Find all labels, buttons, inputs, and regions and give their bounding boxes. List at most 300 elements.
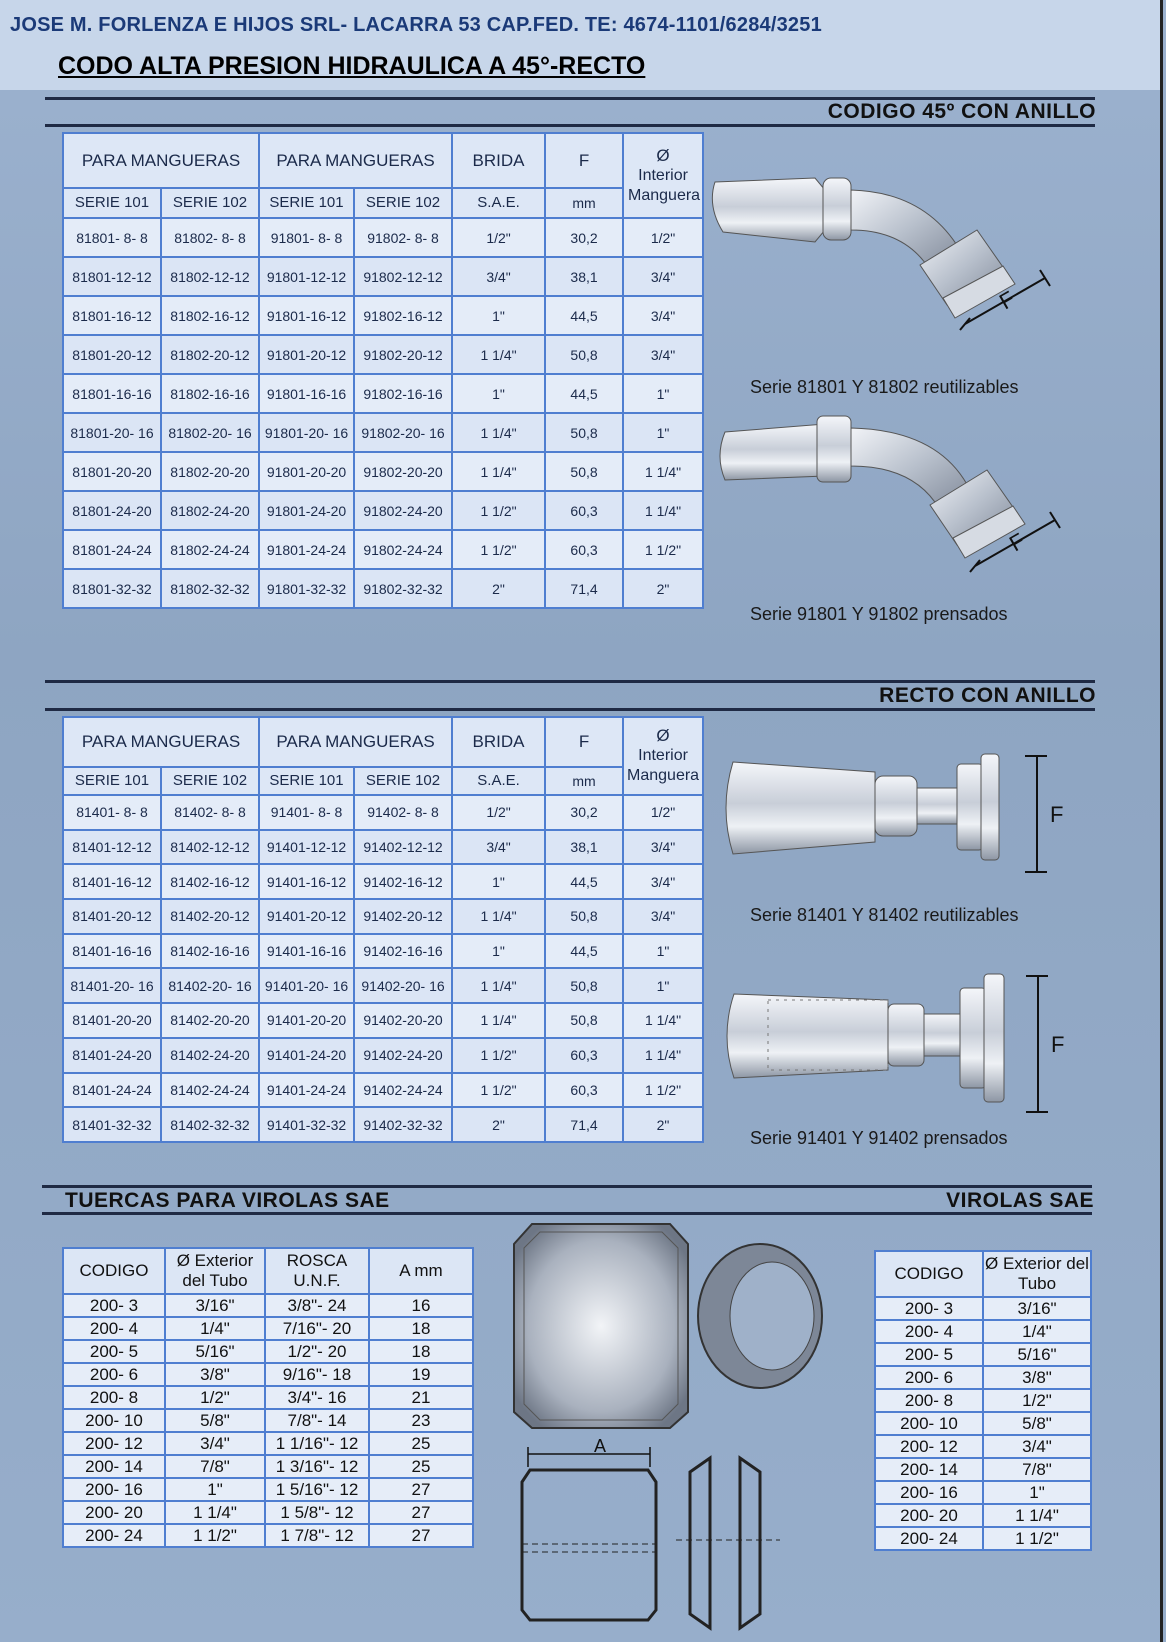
- table-cell: 1 1/2": [452, 491, 545, 530]
- table-cell: 3/8"- 24: [265, 1294, 369, 1317]
- header-serie102: SERIE 102: [354, 188, 452, 218]
- table-cell: 81401-24-20: [63, 1038, 161, 1073]
- table-cell: 81802-12-12: [161, 257, 259, 296]
- table-row: [63, 257, 703, 296]
- header-codigo: CODIGO: [63, 1248, 165, 1294]
- table-row: [63, 830, 703, 865]
- table-cell: 81801-20-20: [63, 452, 161, 491]
- table-row: [63, 1455, 473, 1478]
- table-row: [63, 1432, 473, 1455]
- table-row: [63, 491, 703, 530]
- table-cell: 1 1/4": [623, 1038, 703, 1073]
- table-row: [63, 569, 703, 608]
- section-rule-bottom: [42, 1212, 1092, 1215]
- table-cell: 200- 10: [875, 1412, 983, 1435]
- table-cell: 81401-12-12: [63, 830, 161, 865]
- table-cell: 3/4": [623, 830, 703, 865]
- section-rule-top: [42, 1185, 1092, 1188]
- table-cell: 38,1: [545, 257, 623, 296]
- dimension-f-label: F: [1050, 802, 1064, 827]
- header-brida: BRIDA: [452, 133, 545, 188]
- table-cell: 27: [369, 1501, 473, 1524]
- table-cell: 91802-16-16: [354, 374, 452, 413]
- table-cell: 3/4": [623, 864, 703, 899]
- ferrules-table: [874, 1250, 1092, 1551]
- table-cell: 50,8: [545, 1003, 623, 1038]
- crimp-collar: [888, 1004, 924, 1066]
- table-cell: 1 1/4": [452, 335, 545, 374]
- table-cell: 81402-20-20: [161, 1003, 259, 1038]
- table-cell: 200- 8: [875, 1389, 983, 1412]
- table-cell: 81401-16-12: [63, 864, 161, 899]
- table-cell: 81401-16-16: [63, 934, 161, 969]
- table-row: [63, 1363, 473, 1386]
- header-mm: mm: [545, 767, 623, 795]
- table-cell: 200- 24: [63, 1524, 165, 1547]
- table-cell: 2": [452, 569, 545, 608]
- table-row: [63, 1003, 703, 1038]
- table-cell: 91401-24-20: [259, 1038, 354, 1073]
- table-cell: 91401- 8- 8: [259, 795, 354, 830]
- flange-face-crimped: [984, 974, 1004, 1102]
- hose-sleeve: [726, 762, 875, 854]
- table-row: [63, 530, 703, 569]
- table-cell: 1 1/2": [452, 1038, 545, 1073]
- table-cell: 81401-20- 16: [63, 968, 161, 1003]
- table-cell: 3/4": [983, 1435, 1091, 1458]
- table-cell: 200- 16: [63, 1478, 165, 1501]
- straight-reusable-drawing: [725, 750, 1095, 880]
- table-cell: 91402-12-12: [354, 830, 452, 865]
- diameter-symbol: Ø: [656, 145, 670, 165]
- table-cell: 200- 6: [63, 1363, 165, 1386]
- table-cell: 91801-32-32: [259, 569, 354, 608]
- table-cell: 81402-20-12: [161, 899, 259, 934]
- header-sae: S.A.E.: [452, 767, 545, 795]
- elbow-caption-reusable: Serie 81801 Y 81802 reutilizables: [750, 377, 1019, 397]
- header-brida: BRIDA: [452, 717, 545, 767]
- straight-body-crimped: [924, 1014, 960, 1056]
- table-cell: 200- 12: [63, 1432, 165, 1455]
- table-cell: 1 1/4": [623, 491, 703, 530]
- table-cell: 81401- 8- 8: [63, 795, 161, 830]
- straight-caption-crimped: Serie 91401 Y 91402 prensados: [750, 1128, 1008, 1148]
- table-cell: 91402- 8- 8: [354, 795, 452, 830]
- table-cell: 1/2": [452, 218, 545, 257]
- company-info: JOSE M. FORLENZA E HIJOS SRL- LACARRA 53 CAP.FED. TE: 4674-1101/6284/3251: [10, 14, 822, 36]
- table-cell: 91401-24-24: [259, 1073, 354, 1108]
- table-cell: 23: [369, 1409, 473, 1432]
- table-cell: 91401-16-16: [259, 934, 354, 969]
- table-cell: 81802-32-32: [161, 569, 259, 608]
- table-cell: 1": [623, 413, 703, 452]
- dimension-f-label: F: [1051, 1032, 1065, 1057]
- table-row: [63, 1386, 473, 1409]
- table-cell: 1 1/2": [452, 530, 545, 569]
- straight-crimped-drawing: [728, 970, 1098, 1120]
- table-cell: 81402-24-20: [161, 1038, 259, 1073]
- table-cell: 91801-20- 16: [259, 413, 354, 452]
- crimp-sleeve: [720, 424, 825, 480]
- flange-ring: [957, 764, 983, 850]
- header-codigo: CODIGO: [875, 1251, 983, 1297]
- table-cell: 71,4: [545, 1107, 623, 1142]
- table-cell: 200- 10: [63, 1409, 165, 1432]
- table-row: [875, 1412, 1091, 1435]
- table-cell: 1/2": [452, 795, 545, 830]
- table-row: [63, 1038, 703, 1073]
- table-cell: 200- 16: [875, 1481, 983, 1504]
- table-cell: 91802-12-12: [354, 257, 452, 296]
- table-row: [63, 296, 703, 335]
- table-cell: 3/16": [165, 1294, 265, 1317]
- header-serie101: SERIE 101: [259, 767, 354, 795]
- table-cell: 91402-16-16: [354, 934, 452, 969]
- header-serie102: SERIE 102: [161, 767, 259, 795]
- table-cell: 81802-20- 16: [161, 413, 259, 452]
- table-cell: 3/16": [983, 1297, 1091, 1320]
- table-row: [63, 899, 703, 934]
- table-cell: 91401-20- 16: [259, 968, 354, 1003]
- table-row: [63, 413, 703, 452]
- table-cell: 91802-20- 16: [354, 413, 452, 452]
- table-cell: 27: [369, 1478, 473, 1501]
- elbow-table: [62, 132, 704, 609]
- table-cell: 50,8: [545, 335, 623, 374]
- header-para-mangueras-101-102: PARA MANGUERAS: [63, 133, 259, 188]
- table-row: [63, 1073, 703, 1108]
- dimension-line: [1025, 756, 1047, 872]
- table-cell: 91402-32-32: [354, 1107, 452, 1142]
- header-para-mangueras-91: PARA MANGUERAS: [259, 133, 452, 188]
- section-title-ferrules: VIROLAS SAE: [946, 1189, 1094, 1212]
- table-cell: 81801- 8- 8: [63, 218, 161, 257]
- table-cell: 38,1: [545, 830, 623, 865]
- table-cell: 200- 5: [875, 1343, 983, 1366]
- flange-face: [981, 754, 999, 860]
- table-cell: 30,2: [545, 795, 623, 830]
- table-cell: 44,5: [545, 864, 623, 899]
- table-cell: 1": [452, 934, 545, 969]
- table-cell: 81401-24-24: [63, 1073, 161, 1108]
- table-cell: 91801-24-20: [259, 491, 354, 530]
- nut-hex: [875, 776, 917, 836]
- table-row: [875, 1366, 1091, 1389]
- table-cell: 1 3/16"- 12: [265, 1455, 369, 1478]
- table-cell: 1 1/2": [983, 1527, 1091, 1550]
- table-cell: 200- 8: [63, 1386, 165, 1409]
- table-cell: 1 1/4": [452, 899, 545, 934]
- table-row: [875, 1527, 1091, 1550]
- dimension-a-label: A: [594, 1436, 607, 1456]
- table-cell: 81801-24-24: [63, 530, 161, 569]
- table-cell: 200- 6: [875, 1366, 983, 1389]
- header-serie101: SERIE 101: [63, 188, 161, 218]
- table-row: [63, 934, 703, 969]
- right-border-line: [1160, 0, 1163, 1642]
- table-cell: 91801-12-12: [259, 257, 354, 296]
- table-cell: 3/4": [165, 1432, 265, 1455]
- flange-ring-crimped: [960, 988, 986, 1088]
- table-row: [63, 968, 703, 1003]
- table-cell: 60,3: [545, 1038, 623, 1073]
- ferrule-bore: [730, 1262, 814, 1370]
- header-serie101: SERIE 101: [259, 188, 354, 218]
- table-cell: 91801- 8- 8: [259, 218, 354, 257]
- table-cell: 1": [452, 864, 545, 899]
- table-cell: 91401-20-12: [259, 899, 354, 934]
- table-cell: 50,8: [545, 968, 623, 1003]
- table-cell: 1 1/2": [623, 1073, 703, 1108]
- nut-photo: [514, 1224, 688, 1428]
- table-cell: 16: [369, 1294, 473, 1317]
- table-cell: 81801-20-12: [63, 335, 161, 374]
- table-cell: 81801-24-20: [63, 491, 161, 530]
- diameter-symbol: Ø: [656, 726, 670, 745]
- nut-centerline: [522, 1544, 656, 1552]
- table-cell: 1 1/4": [983, 1504, 1091, 1527]
- table-cell: 91402-20-12: [354, 899, 452, 934]
- table-row: [63, 795, 703, 830]
- table-cell: 81802-20-12: [161, 335, 259, 374]
- section-title-elbow: CODIGO 45º CON ANILLO: [827, 100, 1096, 123]
- table-cell: 9/16"- 18: [265, 1363, 369, 1386]
- dimension-f-label: F: [1005, 527, 1030, 557]
- hose-sleeve: [712, 178, 825, 242]
- table-cell: 50,8: [545, 899, 623, 934]
- header-serie101: SERIE 101: [63, 767, 161, 795]
- table-cell: 91402-24-20: [354, 1038, 452, 1073]
- elbow-reusable-drawing: [715, 170, 1105, 360]
- straight-body: [917, 788, 957, 824]
- table-cell: 1/2": [165, 1386, 265, 1409]
- dimension-line: [1026, 976, 1048, 1112]
- section-title-nuts: TUERCAS PARA VIROLAS SAE: [65, 1189, 390, 1212]
- straight-table: [62, 716, 704, 1143]
- header-serie102: SERIE 102: [354, 767, 452, 795]
- table-cell: 44,5: [545, 374, 623, 413]
- table-cell: 1": [452, 296, 545, 335]
- table-cell: 21: [369, 1386, 473, 1409]
- table-cell: 81402-20- 16: [161, 968, 259, 1003]
- table-cell: 1 7/8"- 12: [265, 1524, 369, 1547]
- table-row: [875, 1435, 1091, 1458]
- crimp-collar: [817, 416, 851, 482]
- table-row: [875, 1320, 1091, 1343]
- table-row: [63, 1317, 473, 1340]
- table-cell: 200- 12: [875, 1435, 983, 1458]
- table-cell: 81801-16-16: [63, 374, 161, 413]
- table-cell: 3/8": [983, 1366, 1091, 1389]
- table-cell: 1 1/2": [165, 1524, 265, 1547]
- section-rule-bottom: [45, 708, 1095, 711]
- table-cell: 1": [623, 934, 703, 969]
- table-cell: 81802-16-16: [161, 374, 259, 413]
- section-title-straight: RECTO CON ANILLO: [879, 684, 1096, 707]
- table-cell: 81802- 8- 8: [161, 218, 259, 257]
- table-row: [875, 1389, 1091, 1412]
- table-cell: 91801-16-12: [259, 296, 354, 335]
- page-title: CODO ALTA PRESION HIDRAULICA A 45°-RECTO: [58, 52, 646, 80]
- header-f: F: [545, 717, 623, 767]
- table-row: [63, 452, 703, 491]
- table-cell: 44,5: [545, 296, 623, 335]
- table-cell: 81802-20-20: [161, 452, 259, 491]
- elbow-crimped-drawing: [725, 410, 1115, 590]
- table-cell: 19: [369, 1363, 473, 1386]
- table-cell: 200- 3: [63, 1294, 165, 1317]
- table-cell: 30,2: [545, 218, 623, 257]
- table-row: [63, 1409, 473, 1432]
- table-cell: 5/16": [165, 1340, 265, 1363]
- table-cell: 91801-24-24: [259, 530, 354, 569]
- table-cell: 2": [452, 1107, 545, 1142]
- table-cell: 44,5: [545, 934, 623, 969]
- table-row: [63, 374, 703, 413]
- table-row: [63, 335, 703, 374]
- table-cell: 1/4": [165, 1317, 265, 1340]
- table-cell: 18: [369, 1340, 473, 1363]
- table-cell: 81401-32-32: [63, 1107, 161, 1142]
- table-cell: 2": [623, 569, 703, 608]
- table-cell: 81402-16-16: [161, 934, 259, 969]
- table-cell: 3/4": [452, 830, 545, 865]
- table-cell: 18: [369, 1317, 473, 1340]
- table-row: [63, 1501, 473, 1524]
- table-cell: 91801-16-16: [259, 374, 354, 413]
- table-cell: 81402-32-32: [161, 1107, 259, 1142]
- table-cell: 91802-16-12: [354, 296, 452, 335]
- table-cell: 27: [369, 1524, 473, 1547]
- header-rosca: ROSCA U.N.F.: [265, 1248, 369, 1294]
- header-exterior-tubo: Ø Exterior del Tubo: [165, 1248, 265, 1294]
- table-cell: 81802-24-20: [161, 491, 259, 530]
- table-cell: 81801-20- 16: [63, 413, 161, 452]
- table-cell: 1 1/4": [452, 1003, 545, 1038]
- table-cell: 3/4": [623, 296, 703, 335]
- table-cell: 1 1/4": [452, 413, 545, 452]
- table-cell: 60,3: [545, 491, 623, 530]
- header-interior: [623, 717, 703, 795]
- table-cell: 50,8: [545, 413, 623, 452]
- table-cell: 200- 5: [63, 1340, 165, 1363]
- table-cell: 50,8: [545, 452, 623, 491]
- table-cell: 60,3: [545, 1073, 623, 1108]
- table-cell: 200- 20: [63, 1501, 165, 1524]
- table-cell: 81802-16-12: [161, 296, 259, 335]
- table-row: [63, 1107, 703, 1142]
- table-cell: 1/2": [983, 1389, 1091, 1412]
- table-cell: 81402-12-12: [161, 830, 259, 865]
- table-cell: 200- 4: [63, 1317, 165, 1340]
- table-row: [875, 1297, 1091, 1320]
- table-cell: 1 1/4": [623, 1003, 703, 1038]
- table-cell: 7/8": [165, 1455, 265, 1478]
- nuts-table: [62, 1247, 474, 1548]
- dimension-line-a: [528, 1447, 650, 1467]
- table-row: [63, 864, 703, 899]
- table-cell: 200- 14: [875, 1458, 983, 1481]
- table-cell: 91402-20-20: [354, 1003, 452, 1038]
- table-cell: 91801-20-12: [259, 335, 354, 374]
- table-cell: 1 1/4": [452, 452, 545, 491]
- table-row: [63, 218, 703, 257]
- table-cell: 1": [623, 968, 703, 1003]
- table-cell: 200- 20: [875, 1504, 983, 1527]
- table-cell: 3/8": [165, 1363, 265, 1386]
- table-cell: 3/4": [623, 257, 703, 296]
- table-cell: 5/16": [983, 1343, 1091, 1366]
- table-cell: 3/4": [452, 257, 545, 296]
- table-cell: 91802-20-12: [354, 335, 452, 374]
- interior-manguera-label: Interior Manguera: [628, 166, 701, 204]
- table-cell: 81801-16-12: [63, 296, 161, 335]
- table-cell: 25: [369, 1432, 473, 1455]
- header-a-mm: A mm: [369, 1248, 473, 1294]
- table-cell: 200- 3: [875, 1297, 983, 1320]
- table-cell: 1": [165, 1478, 265, 1501]
- straight-caption-reusable: Serie 81401 Y 81402 reutilizables: [750, 905, 1019, 925]
- header-f: F: [545, 133, 623, 188]
- table-cell: 81401-20-20: [63, 1003, 161, 1038]
- table-cell: 5/8": [165, 1409, 265, 1432]
- table-cell: 3/4": [623, 335, 703, 374]
- table-cell: 91401-12-12: [259, 830, 354, 865]
- table-cell: 91801-20-20: [259, 452, 354, 491]
- table-row: [875, 1504, 1091, 1527]
- table-cell: 71,4: [545, 569, 623, 608]
- table-row: [875, 1481, 1091, 1504]
- table-cell: 1/2": [623, 218, 703, 257]
- table-cell: 25: [369, 1455, 473, 1478]
- table-cell: 91401-16-12: [259, 864, 354, 899]
- table-cell: 200- 4: [875, 1320, 983, 1343]
- table-cell: 5/8": [983, 1412, 1091, 1435]
- table-cell: 91802-24-24: [354, 530, 452, 569]
- table-cell: 7/8"- 14: [265, 1409, 369, 1432]
- table-cell: 81801-12-12: [63, 257, 161, 296]
- dimension-f-label: F: [995, 285, 1020, 315]
- table-cell: 1": [452, 374, 545, 413]
- nut-section-drawing: [522, 1470, 656, 1620]
- table-cell: 3/4": [623, 899, 703, 934]
- table-cell: 81402-24-24: [161, 1073, 259, 1108]
- table-cell: 1/2"- 20: [265, 1340, 369, 1363]
- elbow-caption-crimped: Serie 91801 Y 91802 prensados: [750, 604, 1008, 624]
- nut-hex: [823, 178, 851, 240]
- table-cell: 81801-32-32: [63, 569, 161, 608]
- header-band: [0, 0, 1160, 90]
- nut-ferrule-drawings: [510, 1222, 840, 1642]
- table-cell: 1 5/8"- 12: [265, 1501, 369, 1524]
- table-cell: 1 1/4": [165, 1501, 265, 1524]
- table-cell: 200- 24: [875, 1527, 983, 1550]
- table-cell: 1/2": [623, 795, 703, 830]
- section-rule-top: [45, 680, 1095, 683]
- ferrule-section-drawing: [690, 1458, 760, 1628]
- table-cell: 81802-24-24: [161, 530, 259, 569]
- header-sae: S.A.E.: [452, 188, 545, 218]
- table-cell: 91401-32-32: [259, 1107, 354, 1142]
- table-cell: 91401-20-20: [259, 1003, 354, 1038]
- table-cell: 1 1/16"- 12: [265, 1432, 369, 1455]
- table-cell: 1 1/2": [452, 1073, 545, 1108]
- table-cell: 7/8": [983, 1458, 1091, 1481]
- table-cell: 1 1/2": [623, 530, 703, 569]
- table-cell: 1 5/16"- 12: [265, 1478, 369, 1501]
- table-cell: 81402- 8- 8: [161, 795, 259, 830]
- table-cell: 3/4"- 16: [265, 1386, 369, 1409]
